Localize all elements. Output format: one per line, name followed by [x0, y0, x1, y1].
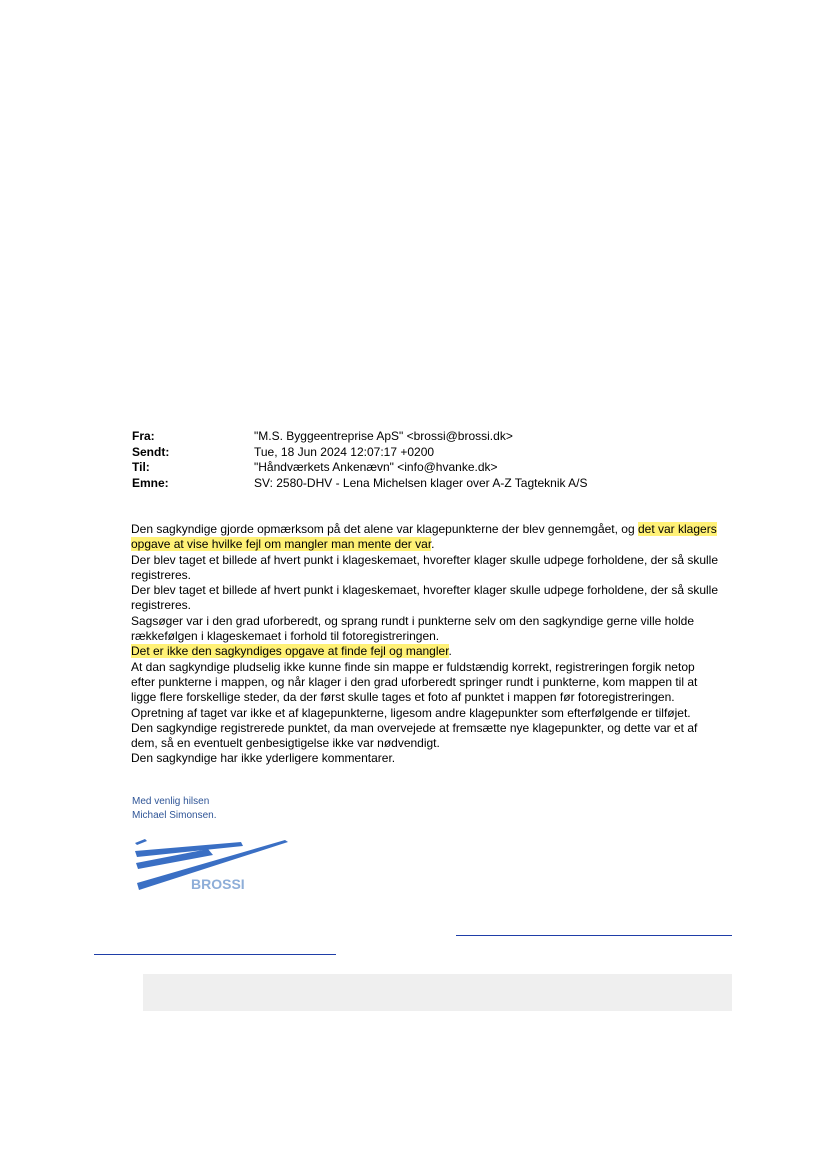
to-row [132, 460, 752, 476]
signature [132, 795, 216, 823]
body-line: Sagsøger var i den grad uforberedt, og sprang rundt i punkterne selv om den sagkyndige gerne ville holde [131, 613, 695, 628]
body-text: . [448, 644, 452, 659]
body-line [131, 522, 731, 537]
email-header [132, 429, 752, 491]
body-line: registreres. [131, 567, 192, 582]
email-body [131, 522, 731, 767]
highlighted-text: Det er ikke den sagkyndiges opgave at finde fejl og mangler [131, 644, 449, 659]
from-label: Fra: [132, 429, 155, 443]
hyperlink-underline[interactable] [94, 954, 336, 955]
brossi-logo [133, 839, 288, 891]
body-line [131, 644, 731, 659]
body-line: rækkefølgen i klageskemaet i forhold til fotoregistreringen. [131, 629, 440, 644]
from-value: "M.S. Byggeentreprise ApS" <brossi@brossi.dk> [254, 429, 513, 443]
highlighted-text: opgave at vise hvilke fejl om mangler man mente der var [131, 537, 432, 552]
body-line: efter punkterne i mappen, og når klager i den grad uforberedt springer rundt i punkterne, kom mappen til at [131, 674, 698, 689]
subject-row [132, 476, 752, 492]
subject-label: Emne: [132, 475, 169, 490]
signature-name: Michael Simonsen. [132, 810, 217, 821]
quoted-block [143, 974, 732, 1011]
signature-greeting: Med venlig hilsen [132, 796, 210, 807]
body-line: ligge flere forskellige steder, da der først skulle tages et foto af punktet i mappen før fotoregistreringen. [131, 690, 675, 705]
body-line: dem, så en eventuelt genbesigtigelse ikke var nødvendigt. [131, 736, 440, 751]
body-line: Den sagkyndige registrerede punktet, da man overvejede at fremsætte nye klagepunkter, og dette var et af [131, 720, 698, 735]
sent-label: Sendt: [132, 444, 170, 459]
body-line: Opretning af taget var ikke et af klagepunkterne, ligesom andre klagepunkter som efterfølgende er tilføjet. [131, 705, 691, 720]
body-text: Den sagkyndige gjorde opmærksom på det alene var klagepunkterne der blev gennemgået, og [131, 522, 638, 536]
highlighted-text: det var klagers [637, 522, 717, 536]
sent-row [132, 445, 752, 461]
body-line: Der blev taget et billede af hvert punkt i klageskemaet, hvorefter klager skulle udpege forholdene, der så skulle [131, 583, 719, 598]
body-line: At dan sagkyndige pludselig ikke kunne finde sin mappe er fuldstændig korrekt, registreringen forgik netop [131, 659, 695, 674]
body-line: registreres. [131, 598, 192, 613]
to-label: Til: [132, 460, 150, 474]
body-text: . [431, 537, 435, 552]
hyperlink-underline[interactable] [456, 935, 732, 936]
logo-stripe [135, 839, 147, 845]
sent-value: Tue, 18 Jun 2024 12:07:17 +0200 [254, 444, 435, 459]
subject-value: SV: 2580-DHV - Lena Michelsen klager over A-Z Tagteknik A/S [254, 475, 588, 490]
to-value: "Håndværkets Ankenævn" <info@hvanke.dk> [254, 460, 498, 474]
body-line: Den sagkyndige har ikke yderligere kommentarer. [131, 751, 396, 766]
logo-text: BROSSI [191, 876, 245, 891]
body-line: Der blev taget et billede af hvert punkt i klageskemaet, hvorefter klager skulle udpege forholdene, der så skulle [131, 552, 719, 567]
from-row [132, 429, 752, 445]
body-line [131, 537, 731, 552]
